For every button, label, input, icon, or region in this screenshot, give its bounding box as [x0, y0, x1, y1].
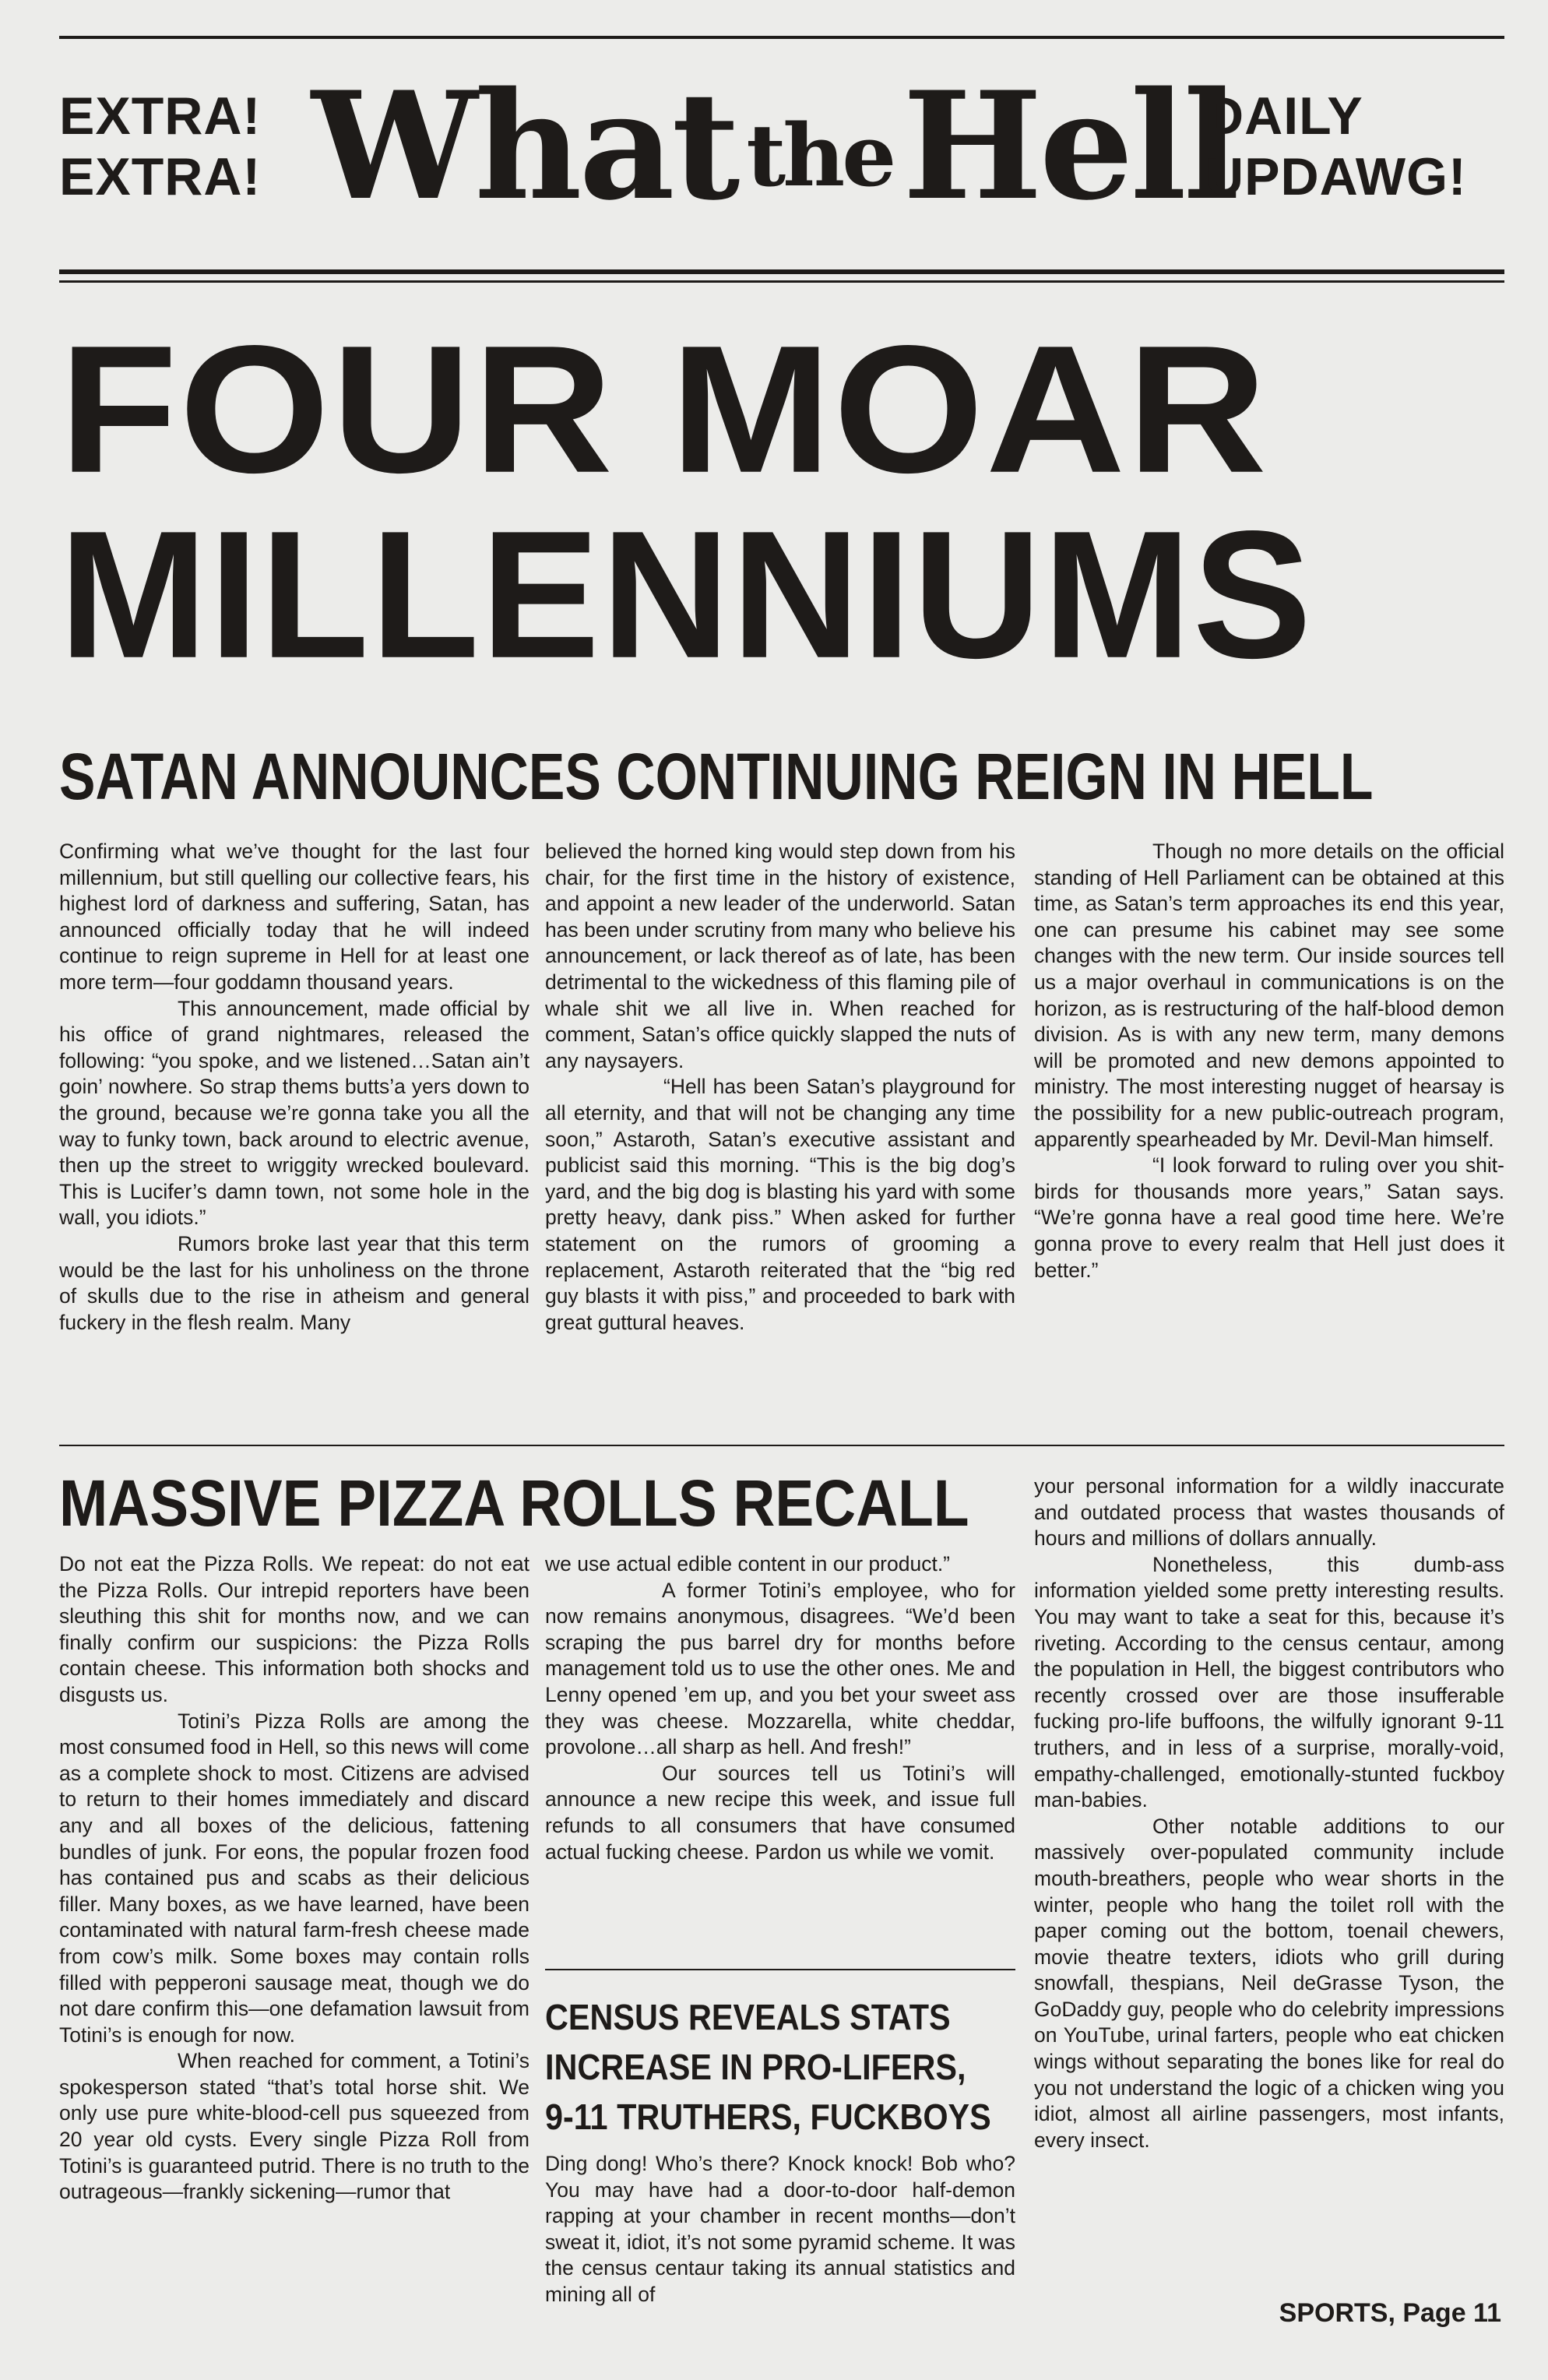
lead-paragraph: Confirming what we’ve thought for the last four millennium, but still quelling our collective fears, his highest lord of darkness and suffering, Satan, has announced officially today that he will indeed continue to reign supreme in Hell for at least one more term—four goddamn thousand years. [59, 840, 529, 994]
lead-column-2 [545, 839, 1015, 1336]
pizza-column-1 [59, 1551, 529, 2206]
lead-paragraph: believed the horned king would step down from his chair, for the first time in the history of existence, and appoint a new leader of the underworld. Satan has been under scrutiny from many who believe his announcement, or lack thereof as of late, has been detrimental to the wickedness of this flaming pile of whale shit we all live in. When reached for comment, Satan’s office quickly slapped the nuts of any naysayers. [545, 840, 1015, 1072]
lead-subheadline: SATAN ANNOUNCES CONTINUING REIGN IN HELL [59, 740, 1374, 813]
pizza-column-2 [545, 1551, 1015, 1865]
pizza-paragraph: we use actual edible content in our product.” [545, 1552, 951, 1576]
census-headline-line-1: CENSUS REVEALS STATS [545, 1997, 951, 2037]
census-headline [545, 1992, 991, 2142]
masthead-daily-label [1205, 86, 1467, 207]
daily-line-1: DAILY [1205, 86, 1363, 146]
census-column-3 [1034, 1473, 1504, 2153]
census-paragraph: Ding dong! Who’s there? Knock knock! Bob who? You may have had a door-to-door half-demon rapping at your chamber in recent months—don’t sweat it, idiot, it’s not some pyramid scheme. It was the census centaur taking its annual statistics and mining all of [545, 2152, 1015, 2306]
masthead-top-rule [59, 36, 1504, 39]
title-hell: Hell [902, 59, 1237, 233]
pizza-paragraph: Do not eat the Pizza Rolls. We repeat: do not eat the Pizza Rolls. Our intrepid reporters have been sleuthing this shit for months now, and we can finally confirm our suspicions: the Pizza Rolls contain cheese. This information both shocks and disgusts us. [59, 1552, 529, 1706]
pizza-paragraph: When reached for comment, a Totini’s spokesperson stated “that’s total horse shit. We only use pure white-blood-cell pus squeezed from 20 year old cysts. Every single Pizza Roll from Totini’s is guaranteed putrid. There is no truth to the outrageous—frankly sickening—rumor that [59, 2049, 529, 2204]
masthead-double-rule-bottom [59, 280, 1504, 283]
lead-headline-line-2: MILLENNIUMS [59, 493, 1314, 697]
lead-paragraph: “Hell has been Satan’s playground for all eternity, and that will not be changing any time soon,” Astaroth, Satan’s executive assistant and publicist said this morning. “This is the big dog’s yard, and the big dog is blasting his yard with some pretty heavy, dank piss.” When asked for further statement on the rumors of grooming a replacement, Astaroth reiterated that the “big red guy blasts it with piss,” and proceeded to bark with great guttural heaves. [545, 1075, 1015, 1334]
section-divider [59, 1445, 1504, 1446]
title-the: the [746, 105, 894, 206]
lead-paragraph: Though no more details on the official standing of Hell Parliament can be obtained at this time, as Satan’s term approaches its end this year, one can presume his cabinet may see some changes with the new term. Our inside sources tell us a major overhaul in communications is on the horizon, as is restructuring of the half-blood demon division. As is with any new term, many demons will be promoted and new demons appointed to ministry. The most interesting nugget of hearsay is the possibility for a new public-outreach program, apparently spearheaded by Mr. Devil-Man himself. [1034, 840, 1504, 1151]
pizza-paragraph: Totini’s Pizza Rolls are among the most consumed food in Hell, so this news will come as a complete shock to most. Citizens are advised to return to their homes immediately and discard any and all boxes of the delicious, fattening bundles of junk. For eons, the popular frozen food has contained pus and scabs as their delicious filler. Many boxes, as we have learned, have been contaminated with natural farm-fresh cheese made from cow’s milk. Some boxes may contain rolls filled with pepperoni sausage meat, though we do not dare confirm this—one defamation lawsuit from Totini’s is enough for now. [59, 1709, 529, 2047]
lead-headline-line-1: FOUR MOAR [59, 308, 1269, 512]
lead-paragraph: This announcement, made official by his office of grand nightmares, released the following: “you spoke, and we listened…Satan ain’t goin’ nowhere. So strap thems butts’a yers down to the ground, because we’re gonna take you all the way to funky town, back around to electric avenue, then up the street to wriggity wrecked boulevard. This is Lucifer’s damn town, not some hole in the wall, you idiots.” [59, 996, 529, 1230]
lead-column-1 [59, 839, 529, 1336]
census-headline-line-2: INCREASE IN PRO-LIFERS, [545, 2047, 966, 2087]
masthead-double-rule-top [59, 269, 1504, 274]
pizza-headline: MASSIVE PIZZA ROLLS RECALL [59, 1466, 969, 1540]
census-paragraph: Other notable additions to our massively over-populated community include mouth-breathers, people who wear shorts in the winter, people who hang the toilet roll with the paper coming out the bottom, toenail chewers, movie theatre texters, idiots who grill during snowfall, thespians, Neil deGrasse Tyson, the GoDaddy guy, people who do celebrity impressions on YouTube, urinal farters, people who eat chicken wings without separating the bones like for real do you not understand the logic of a chicken wing you idiot, almost all airline passengers, most infants, every insect. [1034, 1814, 1504, 2152]
lead-paragraph: “I look forward to ruling over you shit-birds for thousands more years,” Satan says. “We’re gonna have a real good time here. We’re gonna prove to every realm that Hell just does it better.” [1034, 1153, 1504, 1282]
census-paragraph: Nonetheless, this dumb-ass information yielded some pretty interesting results. You may want to take a seat for this, because it’s riveting. According to the census centaur, among the population in Hell, the biggest contributors who recently crossed over are those insufferable fucking pro-life buffoons, the wilfully ignorant 9-11 truthers, and in less of a surprise, morally-void, empathy-challenged, emotionally-stunted fuckboy man-babies. [1034, 1552, 1504, 1812]
daily-line-2: UPDAWG! [1205, 147, 1467, 206]
page-jump-footer: SPORTS, Page 11 [1279, 2298, 1501, 2328]
pizza-paragraph: Our sources tell us Totini’s will announce a new recipe this week, and issue full refunds to all consumers that have consumed actual fucking cheese. Pardon us while we vomit. [545, 1761, 1015, 1864]
title-what: What [311, 59, 737, 233]
census-paragraph: your personal information for a wildly inaccurate and outdated process that wastes thousands of hours and millions of dollars annually. [1034, 1474, 1504, 1551]
lead-column-3 [1034, 839, 1504, 1283]
census-divider [545, 1969, 1015, 1970]
census-headline-line-3: 9-11 TRUTHERS, FUCKBOYS [545, 2097, 991, 2137]
extra-line-2: EXTRA! [59, 147, 262, 206]
extra-line-1: EXTRA! [59, 86, 262, 146]
lead-paragraph: Rumors broke last year that this term would be the last for his unholiness on the throne of skulls due to the rise in atheism and general fuckery in the flesh realm. Many [59, 1231, 529, 1334]
census-column-2 [545, 2151, 1015, 2308]
pizza-paragraph: A former Totini’s employee, who for now remains anonymous, disagrees. “We’d been scraping the pus barrel dry for months before management told us to use the other ones. Me and Lenny opened ’em up, and you bet your sweet ass they was cheese. Mozzarella, white cheddar, provolone…all sharp as hell. And fresh!” [545, 1578, 1015, 1759]
